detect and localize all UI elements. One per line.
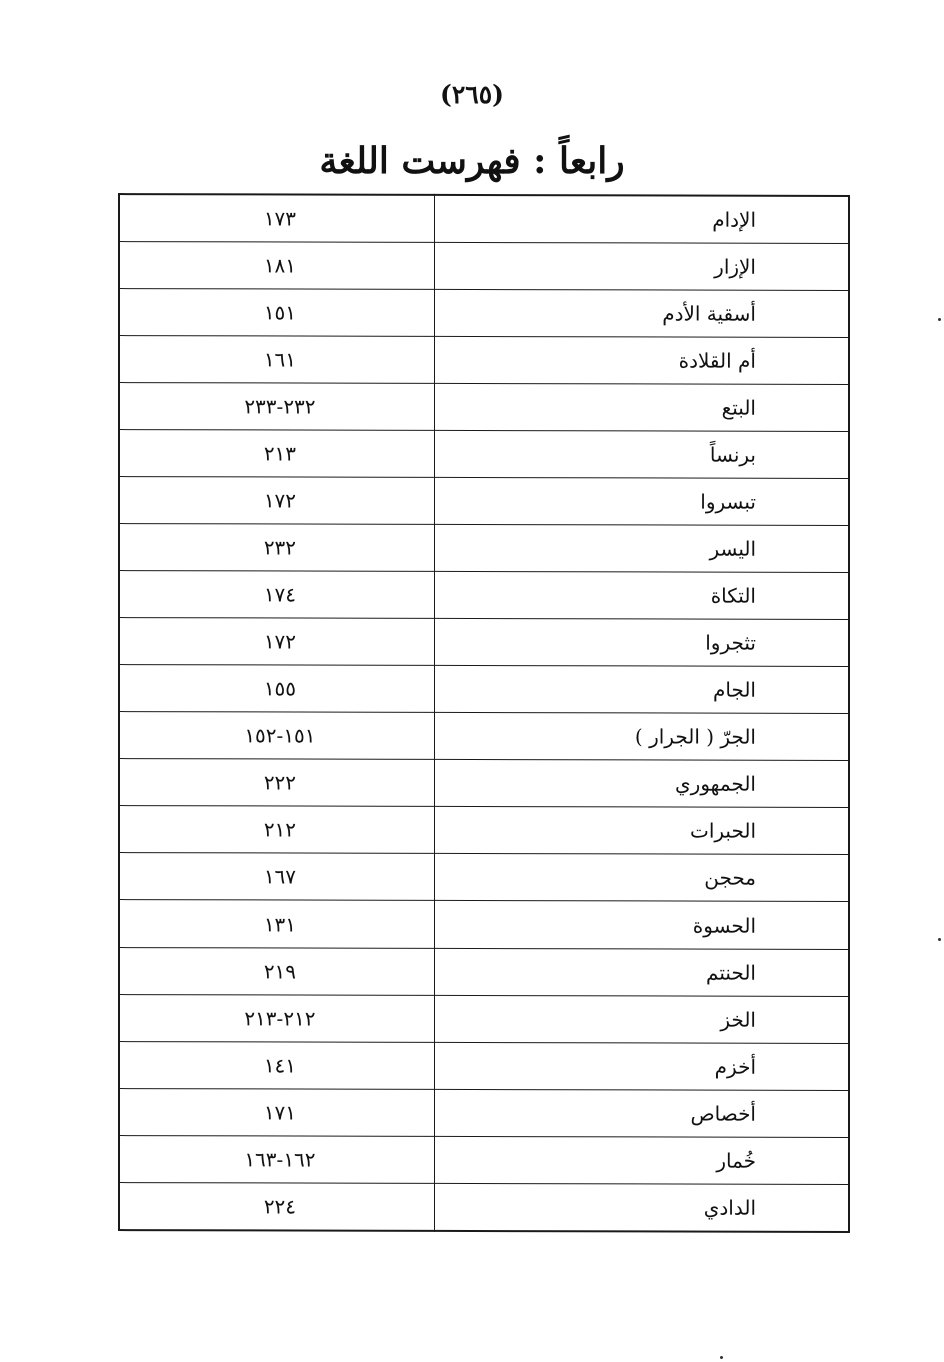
table-row: [119, 806, 849, 855]
table-row: [119, 1182, 849, 1232]
scan-speck: [938, 318, 941, 321]
page-reference-cell: ٢١٣: [119, 430, 434, 478]
page-reference-cell: ١٥١: [119, 289, 434, 337]
page-reference-cell: ٢٢٤: [119, 1182, 434, 1231]
table-row: [119, 242, 849, 291]
term-cell: تبسروا: [434, 478, 849, 526]
page-reference-cell: ١٦٧: [119, 853, 434, 901]
term-cell: الحبرات: [434, 807, 849, 855]
term-cell: الجام: [434, 666, 849, 714]
index-table-body: [119, 194, 849, 1232]
table-row: [119, 1135, 849, 1184]
term-cell: اليسر: [434, 525, 849, 573]
table-row: [119, 994, 849, 1043]
page-reference-cell: ١٧٤: [119, 571, 434, 619]
table-row: [119, 900, 849, 949]
scan-speck: [938, 938, 941, 941]
term-cell: أم القلادة: [434, 336, 849, 384]
table-row: [119, 712, 849, 761]
term-cell: برنساً: [434, 431, 849, 479]
vocabulary-index-table: [118, 193, 850, 1233]
term-cell: أسقية الأدم: [434, 289, 849, 337]
page-reference-cell: ١٦١: [119, 336, 434, 384]
table-row: [119, 571, 849, 620]
term-cell: الإزار: [434, 242, 849, 290]
term-cell: الدادي: [434, 1183, 849, 1232]
term-cell: الحنتم: [434, 948, 849, 996]
table-row: [119, 477, 849, 526]
term-cell: الإدام: [434, 195, 849, 244]
table-row: [119, 853, 849, 902]
term-cell: أخزم: [434, 1042, 849, 1090]
table-row: [119, 759, 849, 808]
page-title: رابعاً : فهرست اللغة: [319, 140, 625, 182]
term-cell: خُمار: [434, 1136, 849, 1184]
term-cell: الخز: [434, 995, 849, 1043]
term-cell: محجن: [434, 854, 849, 902]
page-reference-cell: ٢٣٢-٢٣٣: [119, 383, 434, 431]
page-reference-cell: ١٥٥: [119, 665, 434, 713]
page-reference-cell: ٢٢٢: [119, 759, 434, 807]
term-cell: التكاة: [434, 572, 849, 620]
page-reference-cell: ٢٣٢: [119, 524, 434, 572]
page-reference-cell: ١٥١-١٥٢: [119, 712, 434, 760]
term-cell: الجمهوري: [434, 760, 849, 808]
table-row: [119, 336, 849, 385]
table-row: [119, 524, 849, 573]
page-reference-cell: ٢١٢-٢١٣: [119, 994, 434, 1042]
page-reference-cell: ١٦٢-١٦٣: [119, 1135, 434, 1183]
table-row: [119, 1041, 849, 1090]
page-reference-cell: ١٧١: [119, 1088, 434, 1136]
table-row: [119, 430, 849, 479]
page-number: (٢٦٥): [440, 80, 504, 109]
table-row: [119, 383, 849, 432]
page-reference-cell: ١٣١: [119, 900, 434, 948]
scan-speck: [720, 1356, 723, 1359]
table-row: [119, 1088, 849, 1137]
term-cell: الجرّ ( الجرار ): [434, 713, 849, 761]
table-row: [119, 194, 849, 243]
page-reference-cell: ١٨١: [119, 242, 434, 290]
page-reference-cell: ١٤١: [119, 1041, 434, 1089]
term-cell: الحسوة: [434, 901, 849, 949]
term-cell: تثجروا: [434, 619, 849, 667]
page-reference-cell: ٢١٢: [119, 806, 434, 854]
table-row: [119, 618, 849, 667]
table-row: [119, 665, 849, 714]
page-reference-cell: ٢١٩: [119, 947, 434, 995]
page-reference-cell: ١٧٢: [119, 618, 434, 666]
term-cell: أخصاص: [434, 1089, 849, 1137]
page-reference-cell: ١٧٢: [119, 477, 434, 525]
table-row: [119, 947, 849, 996]
term-cell: البتع: [434, 384, 849, 432]
table-row: [119, 289, 849, 338]
page-reference-cell: ١٧٣: [119, 194, 434, 242]
